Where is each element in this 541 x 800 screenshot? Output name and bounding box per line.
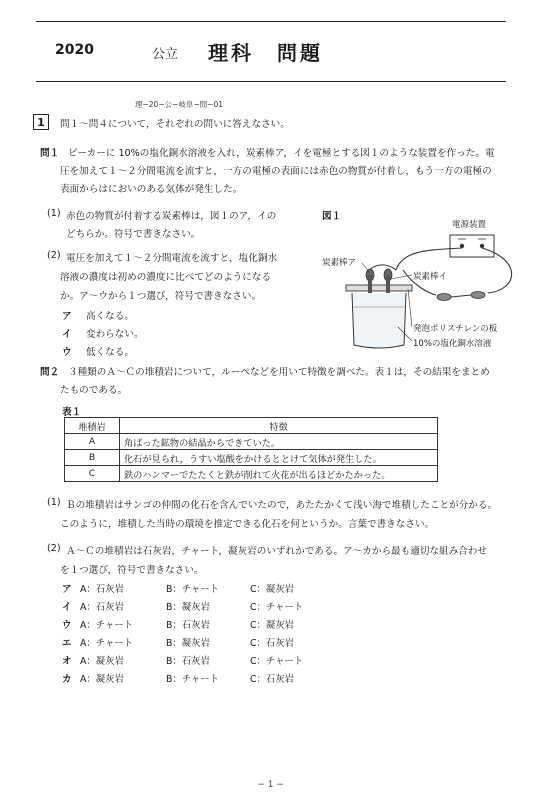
power-terminal-plus: [480, 244, 484, 248]
power-supply-box: [450, 235, 494, 257]
q2-choice-a: A：石灰岩: [80, 602, 124, 613]
page-title: 理科 問題: [208, 41, 323, 65]
header-top-rule: [36, 21, 506, 22]
q2-choice-mark: カ: [62, 674, 72, 685]
table-cell-rock: C: [65, 466, 120, 482]
q1-option-text: 高くなる。: [86, 311, 134, 322]
q2-choice-b: B：石灰岩: [166, 620, 210, 631]
page-number: − 1 −: [257, 780, 284, 790]
table-header-row: [65, 418, 438, 434]
table-cell-feature: 鉄のハンマーでたたくと鉄が削れて火花が出るほどかたかった。: [120, 466, 438, 482]
q2-sub1-text: Ｂの堆積岩はサンゴの仲間の化石を含んでいたので，あたたかくて浅い海で堆積したことが分かる。: [66, 500, 498, 511]
q2-sub1-text: このように，堆積した当時の環境を推定できる化石を何というか。言葉で書きなさい。: [60, 519, 435, 530]
table-cell-rock: A: [65, 434, 120, 450]
table-row: [65, 450, 438, 466]
table-header-feature: 特徴: [120, 418, 438, 434]
q2-choice-c: C：凝灰岩: [250, 584, 295, 595]
q2-choice-a: A：凝灰岩: [80, 674, 124, 685]
q1-sub1-text: 赤色の物質が付着する炭素棒は，図１のア，イの: [66, 211, 277, 222]
q2-choice-mark: ア: [62, 584, 72, 595]
q1-option-text: 低くなる。: [86, 347, 134, 358]
wire-join: [451, 295, 471, 297]
q2-choice-mark: イ: [62, 602, 72, 613]
header-bottom-rule: [36, 81, 506, 82]
q2-choice-b: B：チャート: [166, 674, 220, 685]
q2-choice-c: C：凝灰岩: [250, 620, 295, 631]
q2-choice-b: B：凝灰岩: [166, 602, 210, 613]
figure-1-label: 図１: [322, 211, 342, 222]
table-1: [64, 417, 438, 482]
q1-sub1-text: どちらか。符号で書きなさい。: [66, 229, 201, 240]
q2-sub2-text: Ａ〜Ｃの堆積岩は石灰岩，チャート，凝灰岩のいずれかである。ア〜カから最も適切な組み合わせ: [66, 546, 487, 557]
table-row: [65, 466, 438, 482]
figure-label-power: 電源装置: [452, 220, 487, 230]
q1-label: 問１: [40, 148, 60, 159]
table-cell-feature: 化石が見られ，うすい塩酸をかけるととけて気体が発生した。: [120, 450, 438, 466]
figure-label-rod-a: 炭素棒ア: [322, 258, 357, 268]
q2-choice-c: C：チャート: [250, 602, 304, 613]
q2-sub2-number: (2): [47, 543, 61, 554]
q1-text-line: ビーカーに 10%の塩化銅水溶液を入れ，炭素棒ア，イを電極とする図１のような装置を作った。電: [68, 148, 495, 159]
q2-choice-a: A：石灰岩: [80, 584, 124, 595]
q2-sub1-number: (1): [47, 497, 61, 508]
q2-choice-a: A：凝灰岩: [80, 656, 124, 667]
table-row: [65, 434, 438, 450]
q2-choice-mark: ウ: [62, 620, 72, 631]
figure-label-board: 発泡ポリスチレンの板: [413, 324, 498, 334]
problem-code: 理−20−公−岐阜−問−01: [135, 100, 224, 109]
q1-sub2-number: (2): [47, 250, 61, 261]
q1-text-line: 表面からはにおいのある気体が発生した。: [60, 184, 243, 195]
table-1-label: 表１: [62, 407, 82, 418]
q1-option-text: 変わらない。: [86, 329, 144, 340]
table-cell-feature: 角ばった鉱物の結晶からできていた。: [120, 434, 438, 450]
figure-1-apparatus: [318, 215, 528, 355]
figure-label-solution: 10%の塩化銅水溶液: [413, 339, 492, 349]
figure-label-rod-i: 炭素棒イ: [413, 272, 448, 282]
q1-option-mark: ウ: [62, 347, 72, 358]
q1-sub2-text: か。ア〜ウから１つ選び，符号で書きなさい。: [60, 291, 262, 302]
q2-choice-c: C：石灰岩: [250, 674, 295, 685]
table-header-rock: 堆積岩: [65, 418, 120, 434]
q1-option-mark: ア: [62, 311, 72, 322]
q2-text-line: ３種類のＡ〜Ｃの堆積岩について，ルーペなどを用いて特徴を調べた。表１は，その結果をまとめ: [68, 367, 490, 378]
q2-choice-mark: オ: [62, 656, 72, 667]
q2-choice-b: B：チャート: [166, 584, 220, 595]
clip-1: [437, 294, 451, 301]
question-number: 1: [37, 115, 45, 129]
q2-choice-b: B：凝灰岩: [166, 638, 210, 649]
q1-sub2-text: 電圧を加えて１〜２分間電流を流すと，塩化銅水: [66, 253, 278, 264]
q2-choice-c: C：石灰岩: [250, 638, 295, 649]
question-intro: 問１〜問４について，それぞれの問いに答えなさい。: [60, 119, 290, 130]
polystyrene-board: [346, 285, 412, 291]
header-year: 2020: [55, 42, 94, 58]
q1-text-line: 圧を加えて１〜２分間電流を流すと，一方の電極の表面には赤色の物質が付着し，もう一方の電極の: [60, 166, 492, 177]
q2-choice-a: A：チャート: [80, 638, 134, 649]
q2-label: 問２: [40, 367, 60, 378]
question-number-box: [33, 114, 49, 130]
q1-sub2-text: 溶液の濃度は初めの濃度に比べてどのようになる: [60, 272, 272, 283]
q2-choice-c: C：チャート: [250, 656, 304, 667]
q2-text-line: たものである。: [60, 385, 128, 396]
q2-choice-a: A：チャート: [80, 620, 134, 631]
q2-choice-mark: エ: [62, 638, 72, 649]
q1-sub1-number: (1): [47, 208, 61, 219]
table-cell-rock: B: [65, 450, 120, 466]
clip-2: [471, 292, 485, 299]
q1-option-mark: イ: [62, 329, 72, 340]
beaker: [352, 293, 406, 348]
q2-sub2-text: を１つ選び，符号で書きなさい。: [60, 565, 204, 576]
q2-choice-b: B：石灰岩: [166, 656, 210, 667]
header-public: 公立: [152, 47, 179, 62]
